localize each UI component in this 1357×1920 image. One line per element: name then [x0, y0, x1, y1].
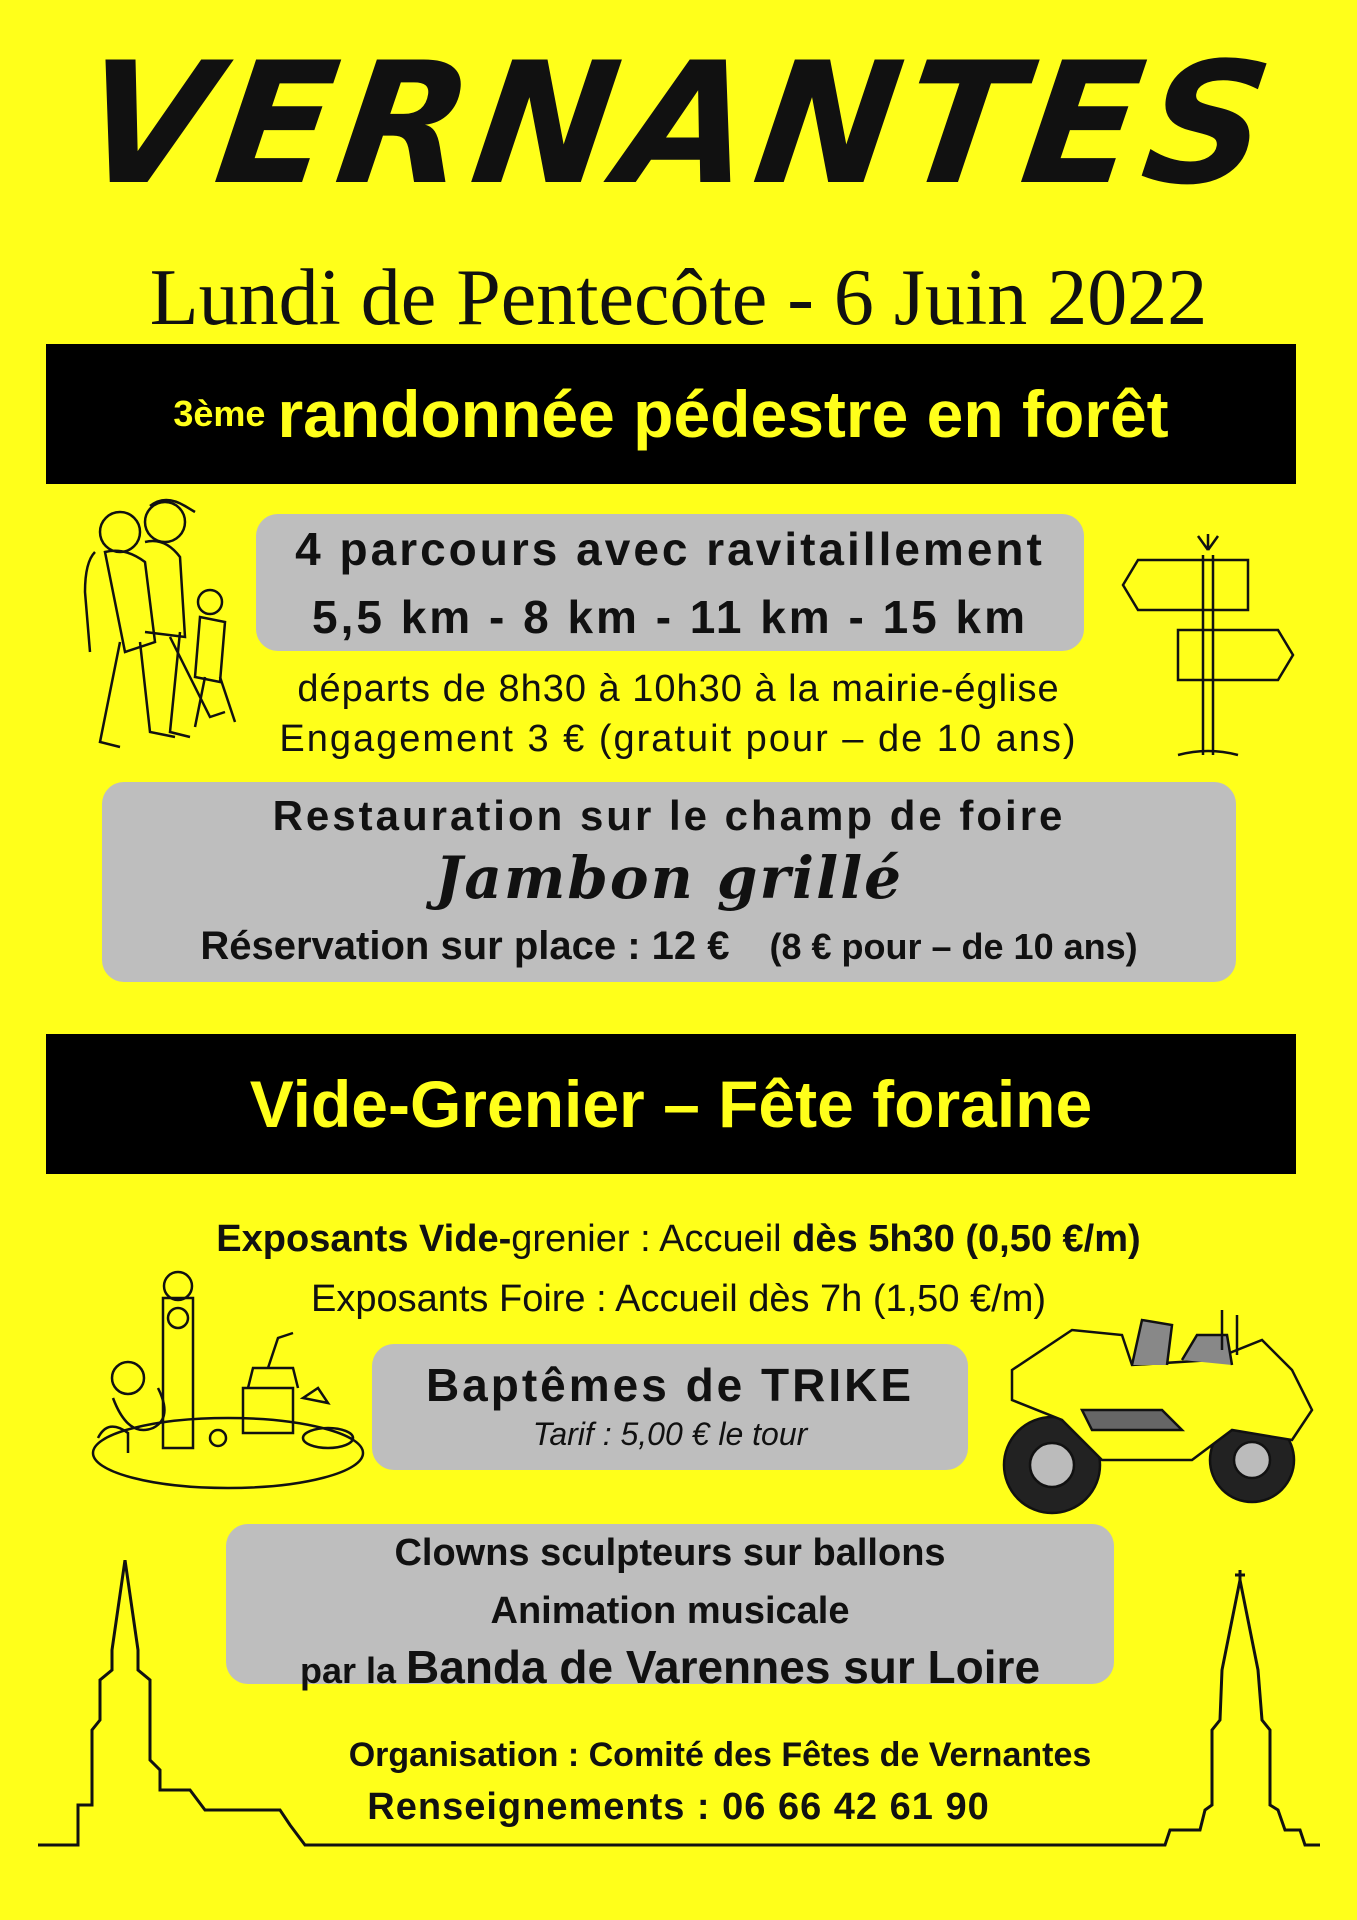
reservation-price: Réservation sur place : 12 €: [200, 924, 730, 968]
trike-title: Baptêmes de TRIKE: [425, 1359, 915, 1411]
animation-clowns: Clowns sculpteurs sur ballons: [394, 1532, 946, 1574]
renseignements-text: Renseignements : 06 66 42 61 90: [367, 1786, 990, 1828]
parcours-title: 4 parcours avec ravitaillement: [295, 523, 1045, 575]
animation-musicale: Animation musicale: [490, 1590, 850, 1632]
restauration-box: [102, 782, 1236, 982]
event-date: Lundi de Pentecôte - 6 Juin 2022: [149, 254, 1208, 342]
organisation-text: Organisation : Comité des Fêtes de Vernantes: [348, 1736, 1092, 1774]
rando-banner-text: randonnée pédestre en forêt: [277, 377, 1169, 451]
trike-tarif: Tarif : 5,00 € le tour: [532, 1416, 808, 1452]
trike-box: [372, 1344, 968, 1470]
poster-title: VERNANTES: [69, 26, 1288, 222]
banda-name: Banda de Varennes sur Loire: [406, 1641, 1041, 1693]
brocante-illustration: [78, 1268, 368, 1498]
exposants-vide-grenier: [0, 1218, 1357, 1261]
exposants1-bold-a: Exposants Vide-: [216, 1218, 512, 1260]
restauration-dish: Jambon grillé: [434, 844, 904, 912]
parcours-distances: 5,5 km - 8 km - 11 km - 15 km: [311, 591, 1029, 643]
trike-illustration: [982, 1310, 1317, 1520]
engagement-text: Engagement 3 € (gratuit pour – de 10 ans): [279, 718, 1078, 760]
rando-banner-ordinal: 3ème: [173, 393, 266, 434]
rando-banner: [46, 344, 1296, 484]
exposants-foire: Exposants Foire : Accueil dès 7h (1,50 €/m): [310, 1278, 1047, 1320]
restauration-reservation: [102, 924, 1236, 969]
restauration-title: Restauration sur le champ de foire: [272, 792, 1066, 839]
exposants1-regular: grenier : Accueil: [511, 1218, 793, 1260]
vide-grenier-banner: Vide-Grenier – Fête foraine: [46, 1034, 1296, 1174]
reservation-child-price: (8 € pour – de 10 ans): [769, 926, 1138, 967]
departs-text: départs de 8h30 à 10h30 à la mairie-église: [297, 668, 1060, 710]
parcours-box: [256, 514, 1084, 651]
exposants1-bold-b: dès 5h30 (0,50 €/m): [792, 1218, 1141, 1260]
banda-prefix: par la: [299, 1650, 407, 1691]
